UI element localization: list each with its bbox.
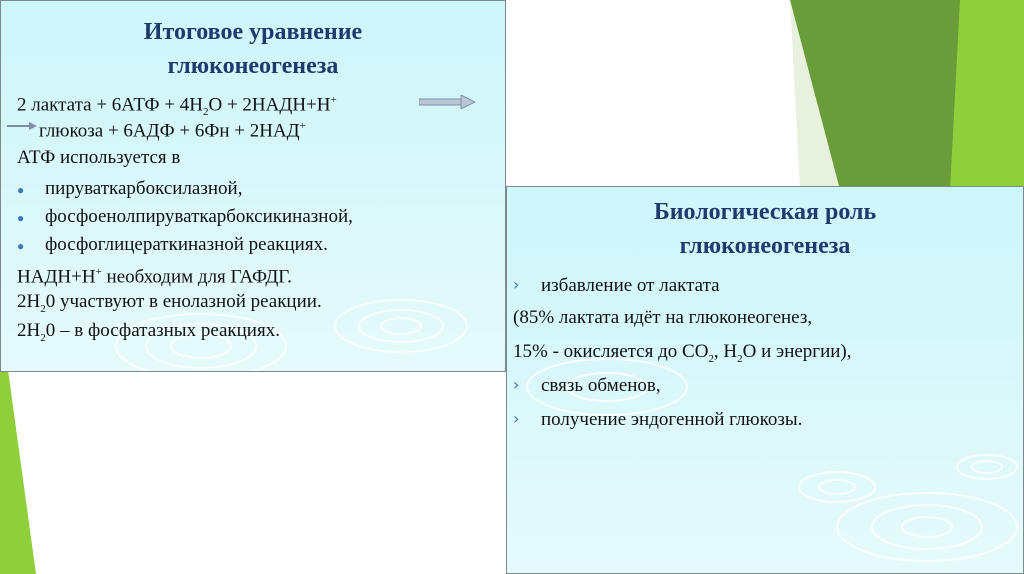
right-title-line1: Биологическая роль: [653, 199, 877, 225]
subscript: 2: [708, 352, 714, 365]
subscript: 2: [40, 302, 46, 315]
superscript: +: [95, 266, 102, 278]
small-arrow-icon: [7, 122, 37, 130]
equation-text: глюкоза + 6АДФ + 6Фн + 2НАД: [39, 120, 300, 142]
water-part: 2Н: [17, 291, 41, 312]
lactate-85-text: (85% лактата идёт на глюконеогенез,: [513, 307, 813, 328]
equation-text: 2 лактата + 6АТФ + 4Н: [17, 94, 203, 116]
nadh-text: [17, 261, 292, 288]
bullet-item-2: фосфоенолпируваткарбоксикиназной,: [45, 206, 353, 227]
subscript: 2: [40, 331, 46, 344]
water-part: 0 участвуют в енолазной реакции.: [45, 291, 322, 312]
role-item-3: получение эндогенной глюкозы.: [541, 409, 803, 430]
chevron-right-icon: ›: [513, 275, 520, 294]
atp-text: АТФ используется в: [17, 147, 181, 168]
left-title-line1: Итоговое уравнение: [143, 19, 363, 45]
bullet-item-1: пируваткарбоксилазной,: [45, 178, 243, 199]
lactate-15-part: 15% - окисляется до СО: [513, 341, 709, 362]
nadh-part: необходим для ГАФДГ.: [101, 266, 292, 288]
subscript: 2: [737, 352, 743, 365]
bullet-icon: ●: [17, 239, 25, 253]
water-enolase-text: [17, 291, 322, 320]
water-part: 0 – в фосфатазных реакциях.: [45, 320, 280, 341]
equation-products: [39, 115, 306, 142]
lactate-15-part: О и энергии),: [742, 341, 852, 362]
right-arrow-icon: [419, 95, 475, 109]
water-phosphatase-text: [17, 320, 280, 349]
bullet-icon: ●: [17, 183, 25, 197]
chevron-right-icon: ›: [513, 409, 520, 428]
left-panel-title: [1, 15, 505, 83]
superscript: +: [330, 94, 337, 106]
nadh-part: НАДН+Н: [17, 266, 96, 288]
equation-text: О + 2НАДН+Н: [208, 94, 331, 116]
left-panel: [0, 0, 506, 372]
green-left-strip-decoration: [0, 370, 40, 574]
lactate-15-part: , Н: [713, 341, 738, 362]
left-title-line2: глюконеогенеза: [167, 53, 339, 79]
green-corner-decoration: [780, 0, 1024, 190]
role-item-1: избавление от лактата: [541, 275, 720, 296]
subscript: 2: [203, 106, 209, 119]
right-panel-title: [507, 195, 1023, 263]
right-panel: [506, 186, 1024, 574]
bullet-icon: ●: [17, 211, 25, 225]
water-part: 2Н: [17, 320, 41, 341]
right-title-line2: глюконеогенеза: [679, 233, 851, 259]
chevron-right-icon: ›: [513, 375, 520, 394]
bullet-item-3: фосфоглицераткиназной реакциях.: [45, 234, 328, 255]
superscript: +: [299, 120, 306, 132]
role-item-2: связь обменов,: [541, 375, 661, 396]
lactate-15-text: [513, 341, 852, 370]
